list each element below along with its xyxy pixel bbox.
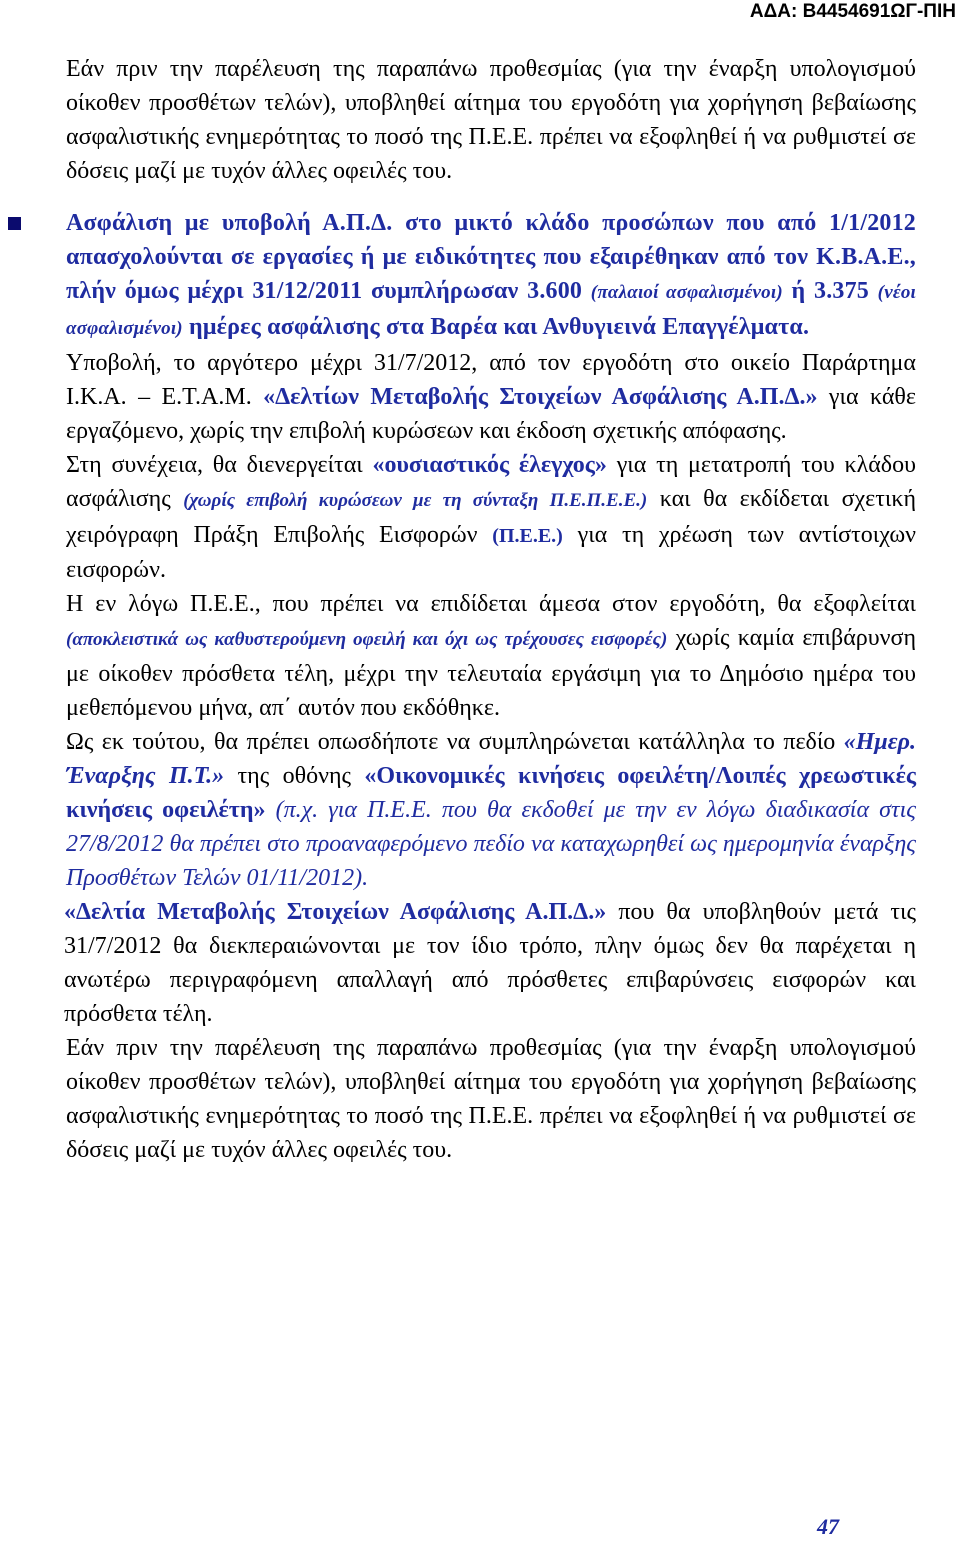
p3-text-c: για τη μετατροπή του κλάδου ασφάλισης — [66, 452, 916, 512]
paragraph-3 — [66, 448, 916, 587]
bullet-heading — [66, 206, 916, 346]
p3-text-e: και θα εκδίδεται σχετική χειρόγραφη Πράξη Επιβολής Εισφορών — [66, 486, 916, 548]
p5-text-e: (π.χ. για Π.Ε.Ε. που θα εκδοθεί με την εν λόγω διαδικασία στις 27/8/2012 θα πρέπει στο προαναφερόμενο πεδίο να καταχωρηθεί ως ημερομηνία έναρξης Προσθέτων Τελών 01/11/2012). — [66, 797, 916, 891]
p2-text-a: Υποβολή, το αργότερο μέχρι 31/7/2012, από τον εργοδότη στο οικείο Παράρτημα Ι.Κ.Α. – Ε.Τ.Α.Μ. — [66, 350, 916, 410]
p5-text-b: «Ημερ. Έναρξης Π.Τ.» — [66, 729, 916, 789]
paragraph-5 — [66, 725, 916, 895]
paragraph-1: Εάν πριν την παρέλευση της παραπάνω προθεσμίας (για την έναρξη υπολογισμού οίκοθεν προσθέτων τελών), υποβληθεί αίτημα του εργοδότη για χορήγηση βεβαίωσης ασφαλιστικής ενημερότητας το ποσό της Π.Ε.Ε. πρέπει να εξοφληθεί ή να ρυθμιστεί σε δόσεις μαζί με τυχόν άλλες οφειλές του. — [66, 56, 916, 184]
p2-text-c: για κάθε εργαζόμενο, χωρίς την επιβολή κυρώσεων και έκδοση σχετικής απόφασης. — [66, 384, 917, 444]
p3-text-d: (χωρίς επιβολή κυρώσεων με τη σύνταξη Π.Ε.Π.Ε.Ε.) — [183, 490, 648, 511]
ada-code: ΑΔΑ: Β4454691ΩΓ-ΠΙΗ — [749, 1, 956, 22]
p4-text-a: Η εν λόγω Π.Ε.Ε., που πρέπει να επιδίδεται άμεσα στον εργοδότη, θα εξοφλείται — [66, 591, 916, 617]
square-bullet-icon — [8, 217, 21, 230]
paragraph-2 — [66, 346, 916, 448]
paragraph-7: Εάν πριν την παρέλευση της παραπάνω προθεσμίας (για την έναρξη υπολογισμού οίκοθεν προσθέτων τελών), υποβληθεί αίτημα του εργοδότη για χορήγηση βεβαίωσης ασφαλιστικής ενημερότητας το ποσό της Π.Ε.Ε. πρέπει να εξοφληθεί ή να ρυθμιστεί σε δόσεις μαζί με τυχόν άλλες οφειλές του. — [66, 1035, 916, 1163]
bullet-text-c: ή 3.375 — [782, 278, 878, 304]
paragraph-6 — [64, 895, 916, 1031]
page-number: 47 — [817, 1514, 839, 1539]
p5-text-d: «Οικονομικές κινήσεις οφειλέτη/Λοιπές χρεωστικές κινήσεις οφειλέτη» — [66, 763, 916, 823]
p4-text-b: (αποκλειστικά ως καθυστερούμενη οφειλή και όχι ως τρέχουσες εισφορές) — [66, 629, 668, 650]
p5-text-c: της οθόνης — [224, 763, 365, 789]
p3-text-a: Στη συνέχεια, θα διενεργείται — [66, 452, 373, 478]
bullet-text-d: (νέοι ασφαλισμένοι) — [66, 282, 917, 339]
bullet-text-b: (παλαιοί ασφαλισμένοι) — [590, 282, 783, 303]
p4-text-c: χωρίς καμία επιβάρυνση με οίκοθεν πρόσθετα τέλη, μέχρι την τελευταία εργάσιμη για το Δημόσιο ημέρα του μεθεπόμενου μήνα, απ΄ αυτόν που εκδόθηκε. — [66, 625, 916, 721]
bullet-section — [66, 206, 916, 346]
paragraph-4 — [66, 587, 916, 725]
bullet-text-e: ημέρες ασφάλισης στα Βαρέα και Ανθυγιεινά Επαγγέλματα. — [182, 314, 810, 340]
bullet-text-a: Ασφάλιση με υποβολή Α.Π.Δ. στο μικτό κλάδο προσώπων που από 1/1/2012 απασχολούνται σε εργασίες ή με ειδικότητες που εξαιρέθηκαν από τον Κ.Β.Α.Ε., πλήν όμως μέχρι 31/12/2011 συμπλήρωσαν 3.600 — [66, 210, 916, 304]
document-body — [66, 52, 916, 1167]
p2-text-b: «Δελτίων Μεταβολής Στοιχείων Ασφάλισης Α.Π.Δ.» — [263, 384, 818, 410]
p3-text-g: για τη χρέωση των αντίστοιχων εισφορών. — [66, 522, 916, 583]
p5-text-a: Ως εκ τούτου, θα πρέπει οπωσδήποτε να συμπληρώνεται κατάλληλα το πεδίο — [66, 729, 844, 755]
p3-text-b: «ουσιαστικός έλεγχος» — [372, 452, 607, 478]
p6-text-b: που θα υποβληθούν μετά τις 31/7/2012 θα διεκπεραιώνονται με τον ίδιο τρόπο, πλην όμως δεν θα παρέχεται η ανωτέρω περιγραφόμενη απαλλαγή από πρόσθετες επιβαρύνσεις εισφορών και πρόσθετα τέλη. — [64, 899, 916, 1027]
p6-text-a: «Δελτία Μεταβολής Στοιχείων Ασφάλισης Α.Π.Δ.» — [64, 899, 607, 925]
p3-text-f: (Π.Ε.Ε.) — [492, 525, 563, 547]
